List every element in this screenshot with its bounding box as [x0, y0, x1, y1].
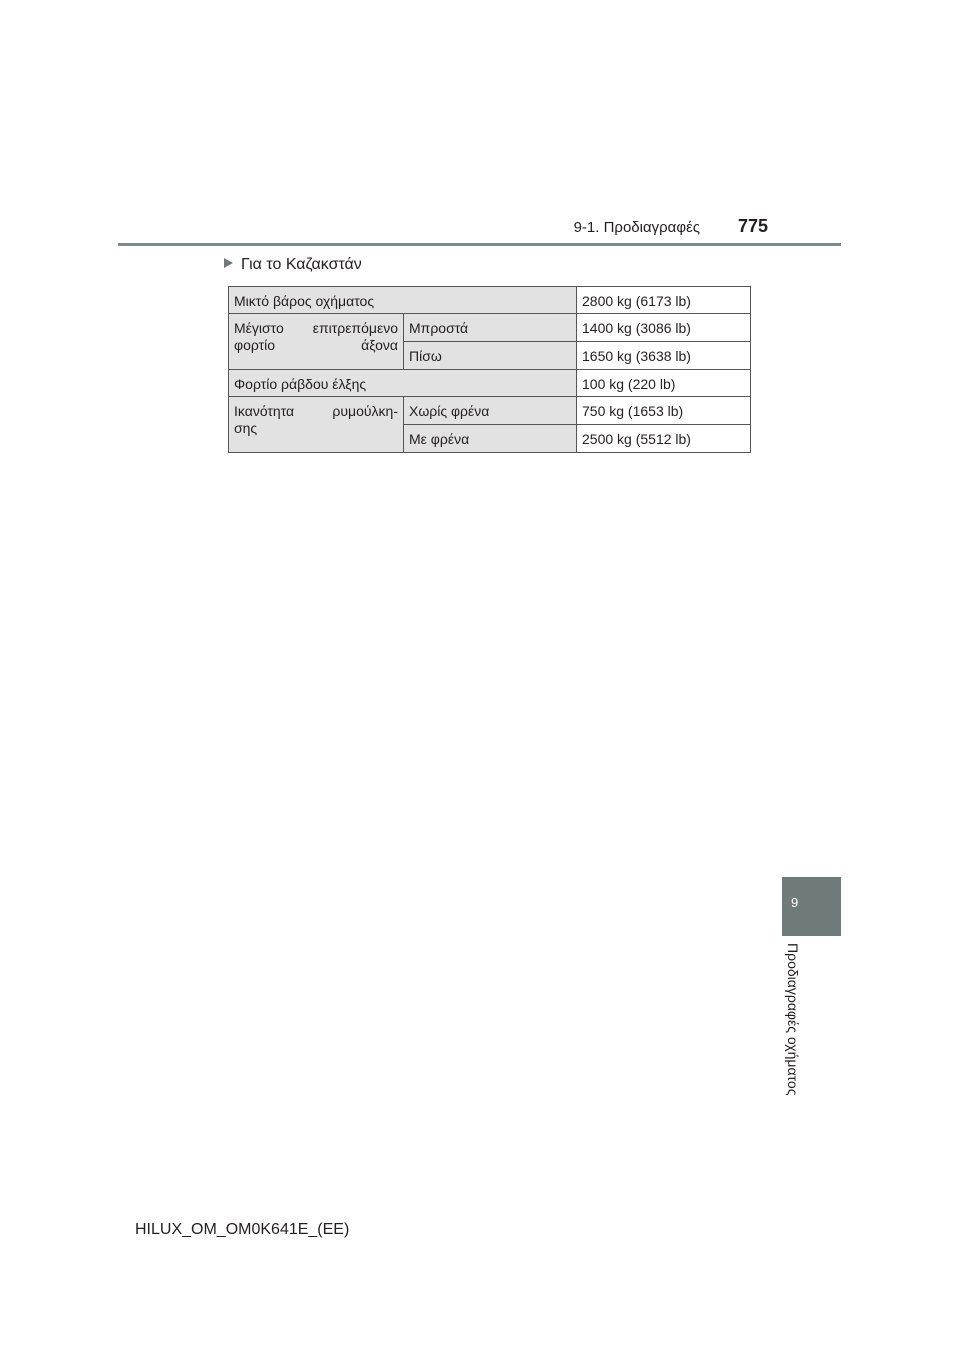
specifications-table: [228, 286, 751, 453]
header-section-title: 9-1. Προδιαγραφές: [573, 219, 700, 236]
table-value: 1400 kg (3086 lb): [577, 314, 751, 342]
table-row: [229, 397, 751, 425]
triangle-bullet-icon: [224, 258, 233, 268]
table-sublabel: Πίσω: [404, 342, 577, 370]
table-label: Μικτό βάρος οχήματος: [229, 287, 577, 314]
table-label: [229, 397, 404, 453]
table-value: 750 kg (1653 lb): [577, 397, 751, 425]
table-value: 100 kg (220 lb): [577, 370, 751, 397]
chapter-number: 9: [791, 895, 799, 910]
table-label-line: Ικανότητα ρυμούλκη-: [234, 403, 398, 419]
table-sublabel: Χωρίς φρένα: [404, 397, 577, 425]
header-divider: [118, 243, 841, 246]
table-value: 1650 kg (3638 lb): [577, 342, 751, 370]
section-heading: [224, 256, 362, 274]
table-value: 2800 kg (6173 lb): [577, 287, 751, 314]
table-value: 2500 kg (5512 lb): [577, 425, 751, 453]
table-sublabel: Μπροστά: [404, 314, 577, 342]
table-row: [229, 287, 751, 314]
table-label-line: σης: [234, 420, 258, 436]
table-label: Φορτίο ράβδου έλξης: [229, 370, 577, 397]
chapter-tab: [782, 877, 841, 936]
table-sublabel: Με φρένα: [404, 425, 577, 453]
table-row: [229, 314, 751, 342]
footer-doc-code: HILUX_OM_OM0K641E_(EE): [135, 1221, 350, 1238]
section-heading-text: Για το Καζακστάν: [241, 256, 362, 273]
page-number: 775: [738, 216, 769, 236]
table-label: Μέγιστο επιτρεπόμενο φορτίο άξονα: [229, 314, 404, 370]
table-row: [229, 370, 751, 397]
chapter-side-label: Προδιαγραφές οχήματος: [785, 943, 801, 1096]
